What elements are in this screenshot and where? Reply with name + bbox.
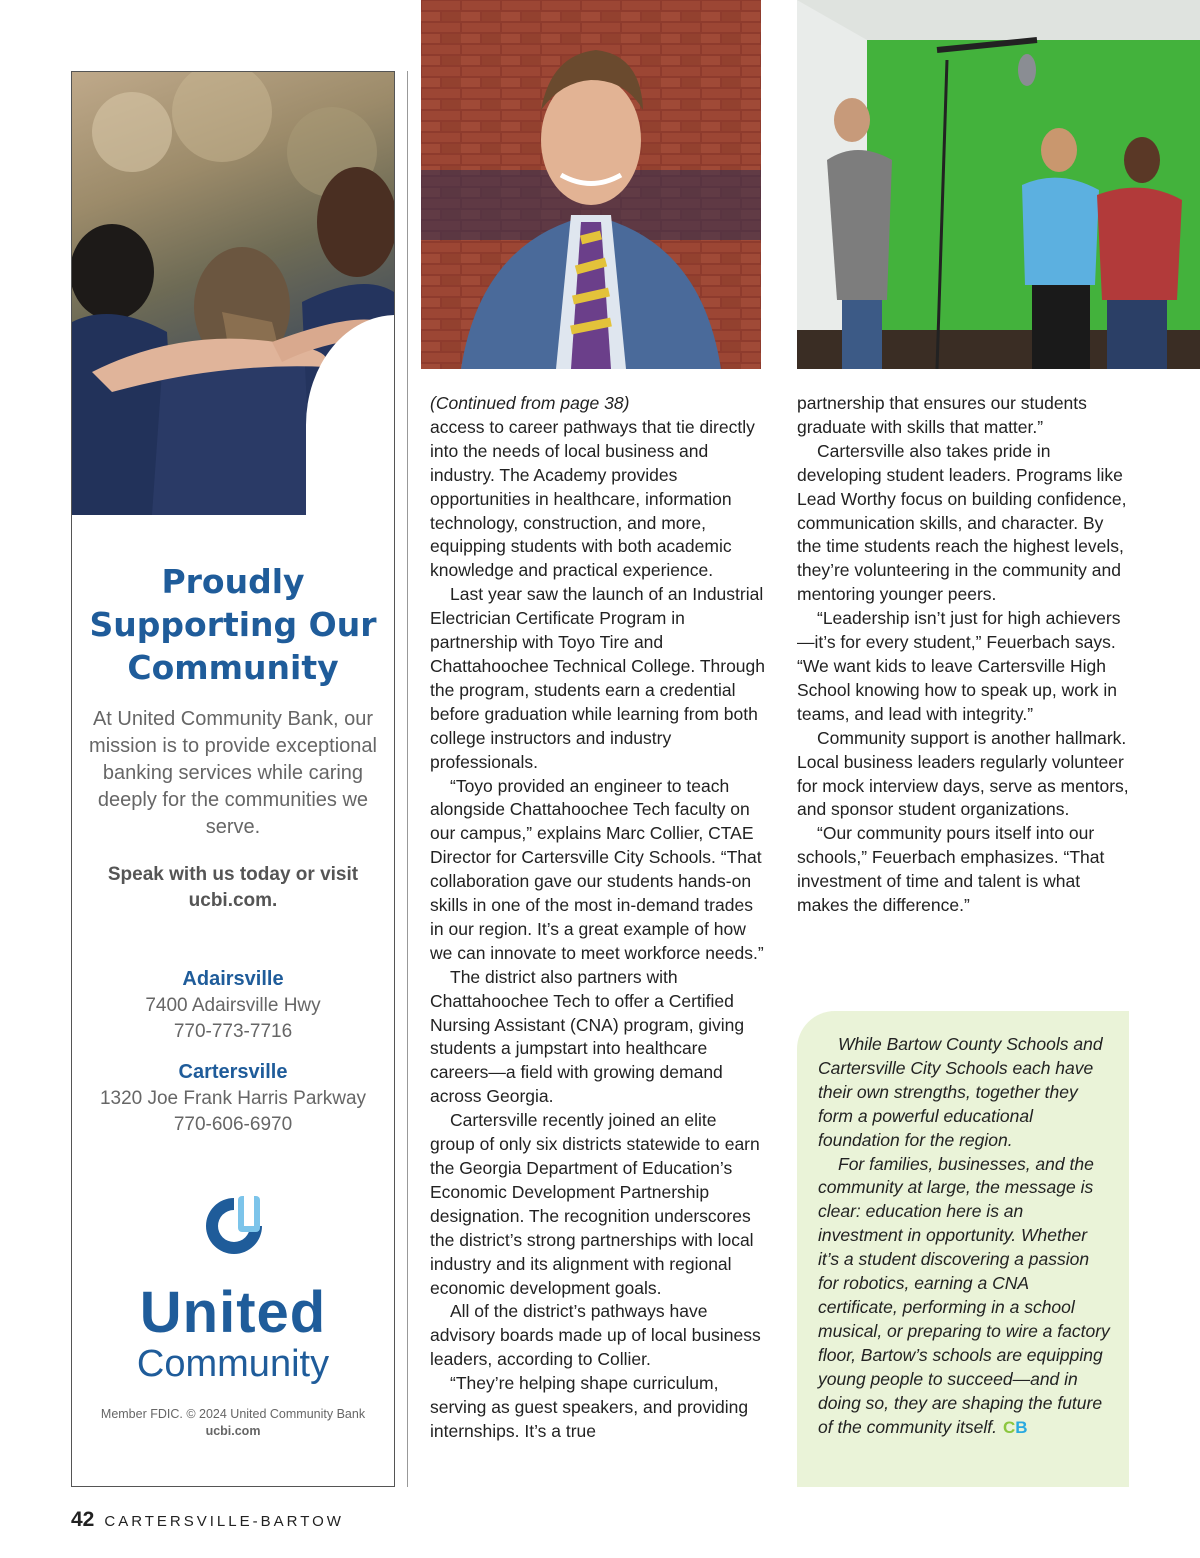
article-paragraph: Cartersville also takes pride in developing student leaders. Programs like Lead Worthy focus on building confidence, communication skills, and character. By the time students reach the highest levels, they’re volunteering in the community and mentoring younger peers. <box>797 440 1127 605</box>
branch-phone: 770-606-6970 <box>173 1114 293 1135</box>
ad-url: ucbi.com <box>205 1424 261 1438</box>
article-paragraph: “Leadership isn’t just for high achievers—it’s for every student,” Feuerbach says. “We want kids to leave Cartersville High School knowing how to speak up, work in teams, and lead with integrity.” <box>797 608 1121 724</box>
article-paragraph: All of the district’s pathways have advisory boards made up of local business leaders, according to Collier. <box>430 1301 761 1370</box>
column-divider <box>407 71 408 1487</box>
ad-legal-text: Member FDIC. © 2024 United Community Bank <box>100 1407 366 1421</box>
bank-advertisement <box>71 71 395 1487</box>
page-number: 42 <box>71 1508 95 1531</box>
branch-phone: 770-773-7716 <box>173 1021 293 1042</box>
article-paragraph: The district also partners with Chattahoochee Tech to offer a Certified Nursing Assistant (CNA) program, giving students a jumpstart into healthcare careers—a field with growing demand across Georgia. <box>430 966 745 1107</box>
branch-name: Adairsville <box>182 968 284 990</box>
cb-end-mark <box>1003 1418 1028 1437</box>
article-paragraph: Community support is another hallmark. Local business leaders regularly volunteer for mock interview days, serve as mentors, and sponsor student organizations. <box>797 727 1129 820</box>
photo2-illustration <box>797 0 1200 369</box>
end-mark-c: C <box>1002 1417 1016 1437</box>
branch-cartersville <box>72 1059 394 1138</box>
ad-headline-line-2: Supporting Our <box>89 605 377 644</box>
branch-address: 1320 Joe Frank Harris Parkway <box>99 1088 367 1109</box>
sidebar-paragraph-text: For families, businesses, and the community at large, the message is clear: education here is an investment in opportunity. Whether it’s a student discovering a passion for robotics, earning a CNA certificate, performing in a school musical, or preparing to wire a factory floor, Bartow’s schools are equipping young people to succeed—and in doing so, they are shaping the future of the community itself. <box>818 1153 1110 1437</box>
photo1-illustration <box>421 0 761 369</box>
article-paragraph: partnership that ensures our students graduate with skills that matter.” <box>797 393 1087 437</box>
branch-address: 7400 Adairsville Hwy <box>145 995 321 1016</box>
page-folio <box>71 1508 344 1532</box>
ad-footer <box>72 1406 394 1440</box>
photo-students-green-screen-studio <box>797 0 1200 369</box>
article-paragraph: Last year saw the launch of an Industrial Electrician Certificate Program in partnership with Toyo Tire and Chattahoochee Technical College. Through the program, students earn a credential before graduation while learning from both college instructors and industry professionals. <box>430 584 766 772</box>
wordmark-line-2: Community <box>136 1343 330 1385</box>
photo-man-in-suit-brick-wall <box>421 0 761 369</box>
publication-name: CARTERSVILLE-BARTOW <box>104 1513 344 1530</box>
continued-note: (Continued from page 38) <box>430 393 630 413</box>
article-paragraph: Cartersville recently joined an elite group of only six districts statewide to earn the Georgia Department of Education’s Economic Development Partnership designation. The recognition underscores the district’s strong partnerships with local industry and its alignment with regional economic development goals. <box>430 1110 760 1298</box>
united-community-logo-icon <box>200 1192 268 1260</box>
article-paragraph: access to career pathways that tie directly into the needs of local business and industry. The Academy provides opportunities in healthcare, information technology, construction, and more, equipping students with both academic knowledge and practical experience. <box>430 416 755 581</box>
sidebar-paragraph: While Bartow County Schools and Cartersville City Schools each have their own strengths, together they form a powerful educational foundation for the region. <box>818 1034 1103 1150</box>
ad-call-to-action: Speak with us today or visit ucbi.com. <box>107 864 359 911</box>
ad-headline <box>72 560 394 689</box>
united-community-wordmark <box>72 1282 394 1384</box>
article-column-2 <box>797 392 1132 918</box>
end-mark-b: B <box>1015 1417 1028 1437</box>
conclusion-sidebar <box>797 1011 1129 1487</box>
article-paragraph: “Our community pours itself into our schools,” Feuerbach emphasizes. “That investment of time and talent is what makes the difference.” <box>797 823 1105 916</box>
article-paragraph: “They’re helping shape curriculum, serving as guest speakers, and providing internships. It’s a true <box>430 1373 749 1441</box>
article-paragraph: “Toyo provided an engineer to teach alongside Chattahoochee Tech faculty on our campus,” explains Marc Collier, CTAE Director for Cartersville City Schools. “That collaboration gave our students hands-on skills in one of the most in-demand trades in our region. It’s a great example of how we can innovate to meet workforce needs.” <box>430 775 764 963</box>
ad-photo-friends-embracing <box>72 72 394 515</box>
wordmark-line-1: United <box>139 1280 327 1345</box>
branch-name: Cartersville <box>178 1061 288 1083</box>
ad-mission-statement: At United Community Bank, our mission is to provide exceptional banking services while caring deeply for the communities we serve. <box>89 708 377 838</box>
ad-headline-line-3: Community <box>127 648 339 687</box>
ad-headline-line-1: Proudly <box>161 562 305 601</box>
sidebar-paragraph <box>818 1153 1111 1440</box>
branch-adairsville <box>72 966 394 1045</box>
article-column-1 <box>430 392 765 1444</box>
